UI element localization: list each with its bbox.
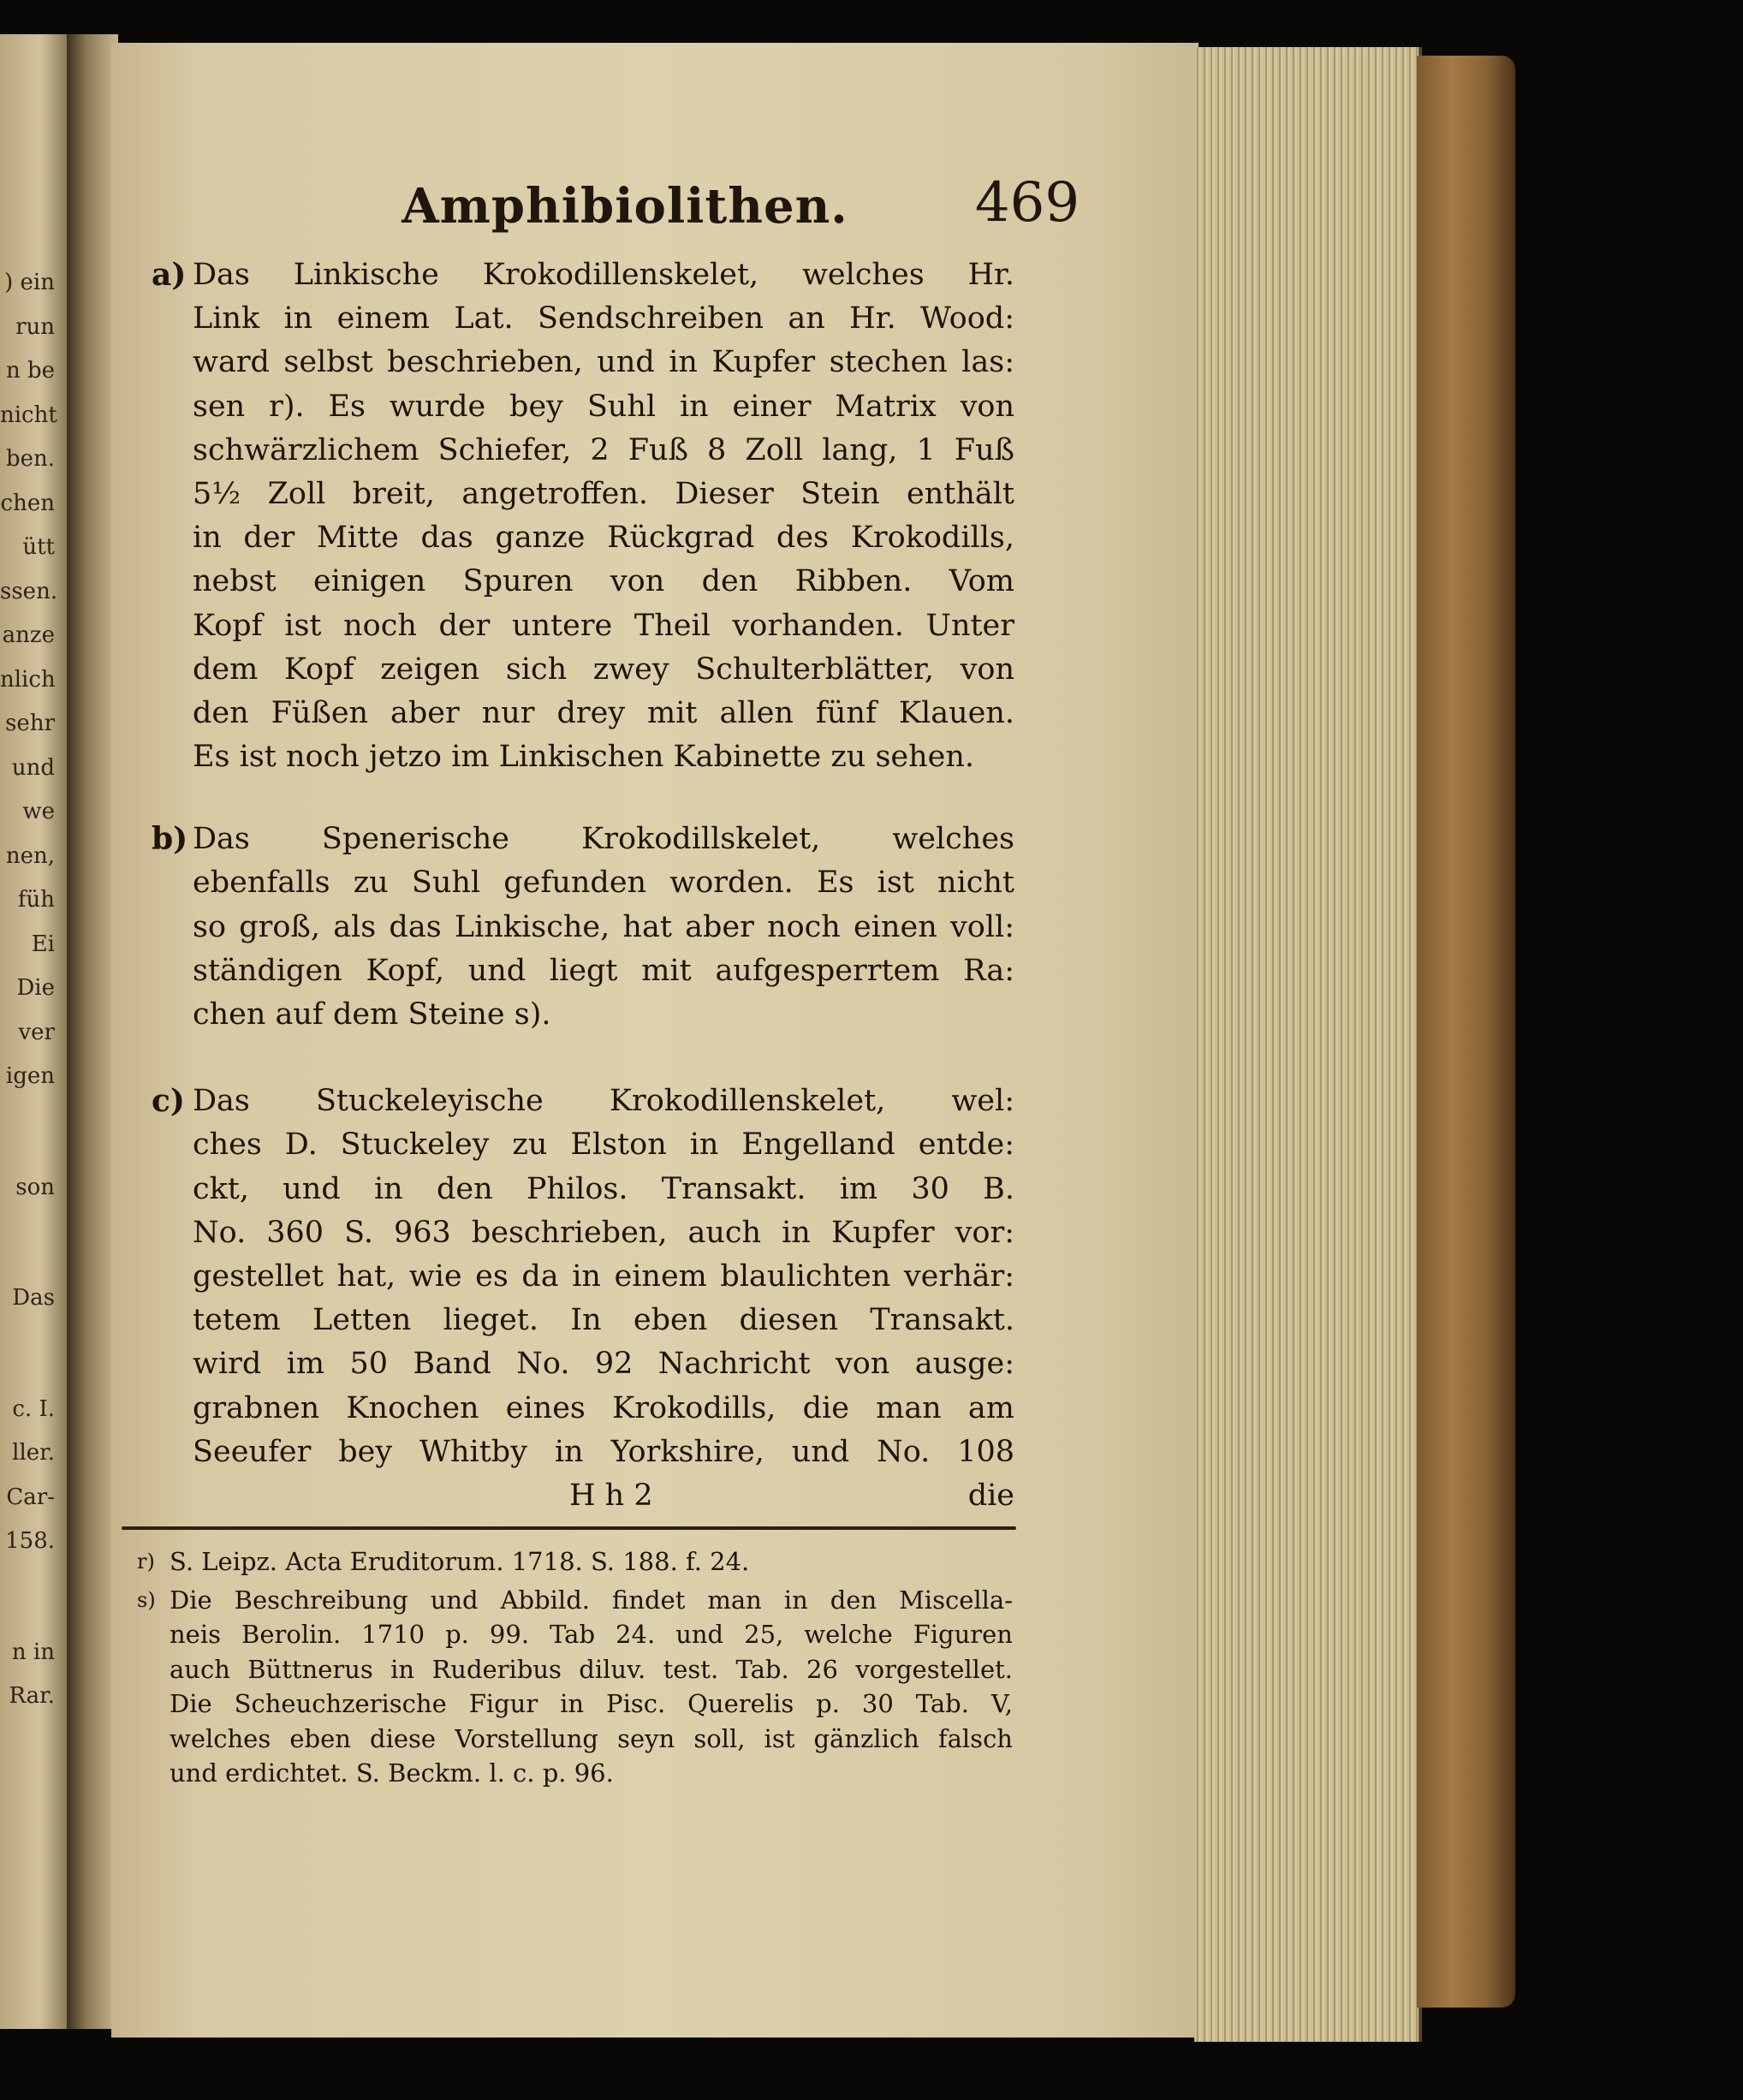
left-page-fragment: anze <box>2 622 55 648</box>
text-line: gestellet hat, wie es da in einem blaulichten verhär: <box>193 1258 1014 1294</box>
left-page-fragment: nen, <box>5 842 55 869</box>
left-page-fragment: ssen. <box>0 578 58 604</box>
left-page-fragment: nicht <box>0 402 57 428</box>
text-line: grabnen Knochen eines Krokodills, die man am <box>193 1390 1014 1425</box>
left-page-fragment: und <box>11 754 55 781</box>
left-page-fragment: füh <box>17 887 55 913</box>
text-line: Das Linkische Krokodillenskelet, welches Hr. <box>193 258 1014 292</box>
footnote-line: und erdichtet. S. Beckm. l. c. p. 96. <box>170 1758 614 1788</box>
left-page-fragment <box>0 1564 67 1631</box>
main-text <box>152 253 1014 1518</box>
text-line: tetem Letten lieget. In eben diesen Transakt. <box>193 1303 1014 1338</box>
left-page-fragment: sehr <box>5 711 55 736</box>
text-line: Seeufer bey Whitby in Yorkshire, und No. 108 <box>193 1434 1014 1469</box>
left-page-fragment: Die <box>16 975 55 1001</box>
entry-a <box>152 253 1014 779</box>
text-line: so groß, als das Linkische, hat aber noch einen voll: <box>193 909 1014 944</box>
text-line: ward selbst beschrieben, und in Kupfer stechen las: <box>193 345 1014 380</box>
entry-marker: b) <box>152 821 188 858</box>
text-line: sen r). Es wurde bey Suhl in einer Matrix von <box>193 389 1014 424</box>
left-page-fragment: ütt <box>22 534 55 560</box>
footnotes <box>137 1544 1013 1794</box>
footnote-mark: s) <box>137 1587 156 1612</box>
entry-marker: c) <box>152 1083 185 1120</box>
footnote-rule <box>122 1526 1016 1530</box>
footnote-line: Die Beschreibung und Abbild. findet man in den Miscella- <box>170 1585 1013 1615</box>
footnote-mark: r) <box>137 1550 155 1574</box>
text-line: Kopf ist noch der untere Theil vorhanden. Unter <box>193 608 1014 643</box>
footnote-line: S. Leipz. Acta Eruditorum. 1718. S. 188. f. 24. <box>170 1547 750 1576</box>
page-edges <box>1194 47 1422 2042</box>
left-page-fragment: ver <box>18 1019 55 1045</box>
text-line: Das Spenerische Krokodillskelet, welches <box>193 822 1014 857</box>
left-page-fragment: run <box>15 313 55 340</box>
left-page-fragment: chen <box>0 490 55 516</box>
catchword: die <box>967 1478 1014 1513</box>
previous-page-edge <box>0 34 67 2029</box>
text-line: ches D. Stuckeley zu Elston in Engelland entde: <box>193 1127 1014 1163</box>
footnote-line: welches eben diese Vorstellung seyn soll, ist gänzlich falsch <box>170 1723 1013 1753</box>
text-line: nebst einigen Spuren von den Ribben. Vom <box>193 564 1014 599</box>
entry-b <box>152 818 1014 1037</box>
left-page-fragment: ) ein <box>4 270 55 295</box>
footnote <box>137 1544 1013 1579</box>
left-page-fragment: Rar. <box>9 1683 55 1709</box>
left-page-fragment <box>0 1099 67 1166</box>
running-head-title: Amphibiolithen. <box>402 178 848 235</box>
signature-mark: H h 2 <box>569 1478 653 1513</box>
left-page-fragment: nlich <box>0 666 56 693</box>
text-line: den Füßen aber nur drey mit allen fünf Klauen. <box>193 695 1014 730</box>
text-line: ebenfalls zu Suhl gefunden worden. Es ist nicht <box>193 866 1014 901</box>
left-page-fragment: n in <box>11 1639 55 1665</box>
left-page-fragment: igen <box>5 1063 55 1089</box>
left-page-fragment: Das <box>12 1285 55 1311</box>
footnote-line: auch Büttnerus in Ruderibus diluv. test. Tab. 26 vorgestellet. <box>170 1654 1013 1684</box>
text-line: 5½ Zoll breit, angetroffen. Dieser Stein enthält <box>193 476 1014 511</box>
left-page-fragment: ben. <box>5 446 55 472</box>
left-page-fragment: n be <box>5 358 55 384</box>
text-line: ckt, und in den Philos. Transakt. im 30 B. <box>193 1171 1014 1206</box>
text-line: in der Mitte das ganze Rückgrad des Krokodills, <box>193 521 1014 556</box>
page-number: 469 <box>974 171 1080 235</box>
footnote-line: neis Berolin. 1710 p. 99. Tab 24. und 25, welche Figuren <box>170 1620 1013 1649</box>
text-line: dem Kopf zeigen sich zwey Schulterblätter, von <box>193 651 1014 687</box>
entry-c <box>152 1080 1014 1474</box>
left-page-fragment: Car- <box>6 1484 55 1510</box>
left-page-fragment: c. I. <box>12 1395 55 1422</box>
left-page-fragment <box>0 1321 67 1388</box>
running-head <box>111 171 1199 240</box>
entry-marker: a) <box>152 257 187 293</box>
text-line: Das Stuckeleyische Krokodillenskelet, wel: <box>193 1084 1014 1119</box>
previous-page-fragments <box>0 261 67 1719</box>
left-page-fragment: 158. <box>5 1528 55 1554</box>
book-gutter <box>67 34 118 2029</box>
text-line: Es ist noch jetzo im Linkischen Kabinette zu sehen. <box>193 740 975 775</box>
footnote-line: Die Scheuchzerische Figur in Pisc. Querelis p. 30 Tab. V, <box>170 1689 1013 1718</box>
footnote <box>137 1583 1013 1791</box>
text-line: ständigen Kopf, und liegt mit aufgesperrtem Ra: <box>193 953 1014 988</box>
left-page-fragment: son <box>15 1174 55 1200</box>
text-line: chen auf dem Steine s). <box>193 997 551 1032</box>
book-binding <box>1417 56 1515 2008</box>
left-page-fragment: we <box>22 799 55 824</box>
text-line: wird im 50 Band No. 92 Nachricht von ausge: <box>193 1347 1014 1382</box>
catchline <box>193 1474 1014 1518</box>
left-page-fragment: ller. <box>12 1440 55 1466</box>
left-page-fragment <box>0 1210 67 1276</box>
text-line: schwärzlichem Schiefer, 2 Fuß 8 Zoll lang, 1 Fuß <box>193 432 1014 467</box>
text-line: No. 360 S. 963 beschrieben, auch in Kupfer vor: <box>193 1215 1014 1250</box>
text-line: Link in einem Lat. Sendschreiben an Hr. Wood: <box>193 301 1014 336</box>
left-page-fragment: Ei <box>31 931 55 957</box>
